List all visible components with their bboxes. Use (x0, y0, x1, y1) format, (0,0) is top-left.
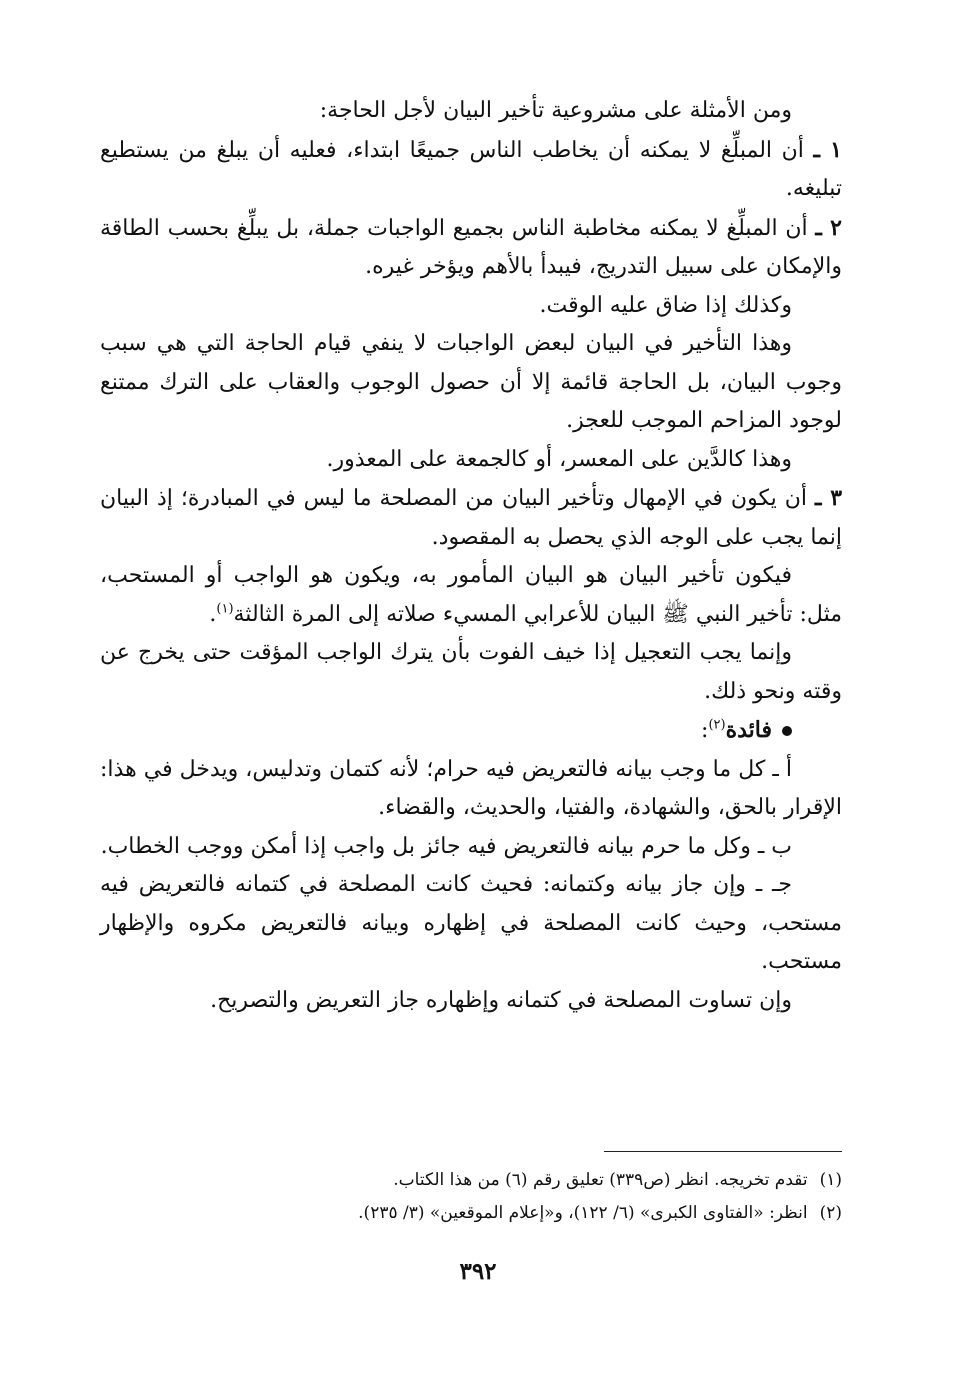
footnote-1-text: تقدم تخريجه. انظر (ص٣٣٩) تعليق رقم (٦) من هذا الكتاب. (393, 1170, 808, 1190)
urgency-paragraph: وإنما يجب التعجيل إذا خيف الفوت بأن يترك الواجب المؤقت حتى يخرج عن وقته ونحو ذلك. (100, 640, 842, 704)
footnote-2-number: (٢) (819, 1203, 842, 1223)
prophet-example-text: فيكون تأخير البيان هو البيان المأمور به، ويكون هو الواجب أو المستحب، مثل: تأخير النبي ﷺ البيان للأعرابي المسيء صلاته إلى المرة الثالثة (100, 563, 842, 627)
benefit-item-d: وإن تساوت المصلحة في كتمانه وإظهاره جاز التعريض والتصريح. (210, 987, 792, 1013)
benefit-item-b: ب ـ وكل ما حرم بيانه فالتعريض فيه جائز بل واجب إذا أمكن ووجب الخطاب. (100, 833, 792, 859)
point-3-text: أن يكون في الإمهال وتأخير البيان من المصلحة ما ليس في المبادرة؛ إذ البيان إنما يجب على الوجه الذي يحصل به المقصود. (100, 486, 842, 550)
prophet-example-end: . (209, 601, 217, 627)
time-constraint-paragraph: وكذلك إذا ضاق عليه الوقت. (539, 292, 792, 318)
point-2-number: ٢ ـ (815, 214, 842, 241)
delay-explanation-paragraph: وهذا التأخير في البيان لبعض الواجبات لا ينفي قيام الحاجة التي هي سبب وجوب البيان، بل الحاجة قائمة إلا أن حصول الوجوب والعقاب على الترك ممتنع لوجود المزاحم الموجب للعجز. (100, 331, 842, 433)
footnote-ref-2[interactable]: (٢) (708, 717, 726, 733)
footnote-2 (100, 1197, 842, 1230)
benefit-title: فائدة (725, 717, 772, 743)
benefit-item-c: جـ ـ وإن جاز بيانه وكتمانه: فحيث كانت المصلحة في كتمانه فالتعريض فيه مستحب، وحيث كانت المصلحة في إظهاره وبيانه فالتعريض مكروه والإظهار مستحب. (100, 872, 842, 974)
debt-analogy-paragraph: وهذا كالدَّين على المعسر، أو كالجمعة على المعذور. (326, 446, 792, 472)
point-1-paragraph (100, 131, 842, 209)
footnote-divider (604, 1151, 842, 1152)
footnote-1 (100, 1164, 842, 1197)
point-3-paragraph (100, 479, 842, 557)
point-1-number: ١ ـ (813, 136, 842, 163)
benefit-item-a: أ ـ كل ما وجب بيانه فالتعريض فيه حرام؛ لأنه كتمان وتدليس، ويدخل في هذا: الإقرار بالحق، والشهادة، والفتيا، والحديث، والقضاء. (100, 756, 842, 820)
point-2-paragraph (100, 209, 842, 287)
footnote-ref-1[interactable]: (١) (216, 601, 234, 617)
footnote-2-text: انظر: «الفتاوى الكبرى» (٦/ ١٢٢)، و«إعلام الموقعين» (٣/ ٢٣٥). (358, 1203, 808, 1223)
benefit-colon: : (701, 718, 709, 743)
page-body (100, 92, 842, 1020)
bullet-dot-icon (782, 726, 792, 736)
intro-paragraph: ومن الأمثلة على مشروعية تأخير البيان لأجل الحاجة: (319, 98, 792, 123)
point-2-text: أن المبلِّغ لا يمكنه مخاطبة الناس بجميع الواجبات جملة، بل يبلِّغ بحسب الطاقة والإمكان على سبيل التدريج، فيبدأ بالأهم ويؤخر غيره. (100, 215, 842, 279)
point-1-text: أن المبلِّغ لا يمكنه أن يخاطب الناس جميعًا ابتداء، فعليه أن يبلغ من يستطيع تبليغه. (100, 137, 842, 201)
prophet-example-paragraph (100, 557, 842, 634)
point-3-number: ٣ ـ (815, 485, 843, 511)
footnotes (100, 1164, 842, 1230)
page-number: ٣٩٢ (459, 1258, 497, 1285)
benefit-heading (100, 711, 842, 751)
footnote-1-number: (١) (819, 1170, 842, 1190)
